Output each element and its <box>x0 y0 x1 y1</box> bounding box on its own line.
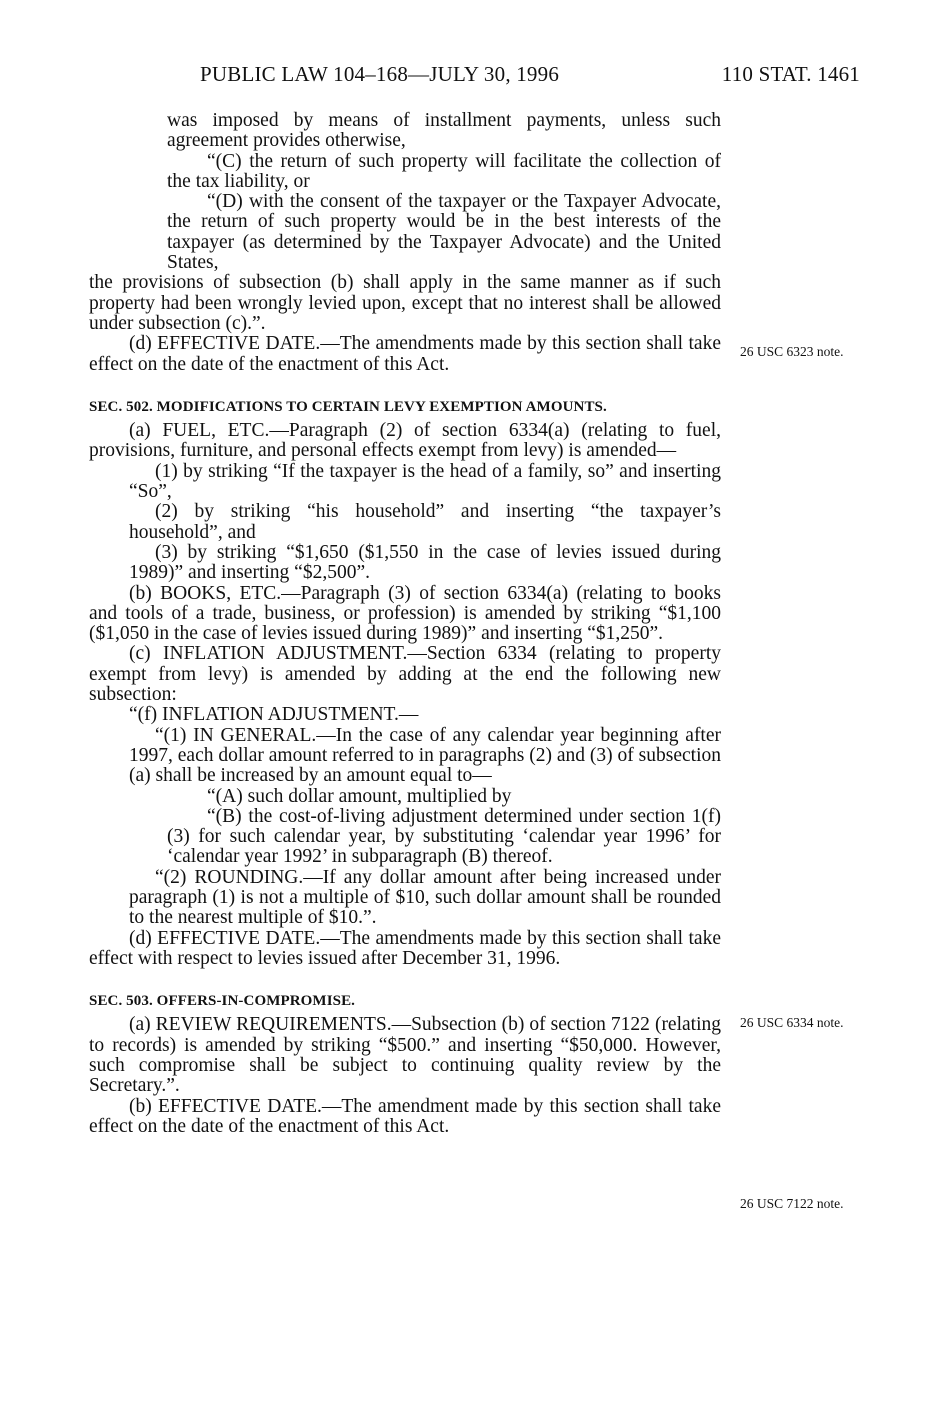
paragraph: (d) EFFECTIVE DATE.—The amendments made by this section shall take effect on the date of the enactment of this Act. <box>89 333 721 375</box>
paragraph: (1) by striking “If the taxpayer is the head of a family, so” and inserting “So”, <box>129 460 721 503</box>
margin-note: 26 USC 6334 note. <box>740 1015 844 1030</box>
paragraph: was imposed by means of installment payments, unless such agreement provides otherwise, <box>167 110 721 152</box>
header-title: PUBLIC LAW 104–168—JULY 30, 1996 <box>200 62 560 86</box>
paragraph: “(f) INFLATION ADJUSTMENT.— <box>129 704 419 726</box>
paragraph: “(C) the return of such property will facilitate the collection of the tax liability, or <box>167 150 721 192</box>
paragraph: “(B) the cost-of-living adjustment determined under section 1(f)(3) for such calendar year, by substituting ‘calendar year 1996’ for ‘calendar year 1992’ in subparagraph (B) thereof. <box>167 805 721 868</box>
paragraph: the provisions of subsection (b) shall apply in the same manner as if such property had been wrongly levied upon, except that no interest shall be allowed under subsection (c).”. <box>89 272 721 334</box>
paragraph: (c) INFLATION ADJUSTMENT.—Section 6334 (relating to property exempt from levy) is amended by adding at the end the following new subsection: <box>89 643 721 706</box>
paragraph: (b) EFFECTIVE DATE.—The amendment made by this section shall take effect on the date of the enactment of this Act. <box>89 1095 721 1137</box>
paragraph: (b) BOOKS, ETC.—Paragraph (3) of section 6334(a) (relating to books and tools of a trade, business, or profession) is amended by striking “$1,100 ($1,050 in the case of levies issued during 1989)” and inserting “$1,250”. <box>89 582 721 645</box>
paragraph: (3) by striking “$1,650 ($1,550 in the case of levies issued during 1989)” and inserting “$2,500”. <box>129 541 721 584</box>
paragraph: “(1) IN GENERAL.—In the case of any calendar year beginning after 1997, each dollar amount referred to in paragraphs (2) and (3) of subsection (a) shall be increased by an amount equal to— <box>129 724 721 787</box>
margin-note: 26 USC 7122 note. <box>740 1196 844 1211</box>
paragraph: (a) FUEL, ETC.—Paragraph (2) of section 6334(a) (relating to fuel, provisions, furniture, and personal effects exempt from levy) is amended— <box>89 420 721 462</box>
paragraph: (2) by striking “his household” and inserting “the taxpayer’s household”, and <box>129 501 721 543</box>
margin-note: 26 USC 6323 note. <box>740 344 844 359</box>
header-stat: 110 STAT. 1461 <box>721 62 860 86</box>
body-text <box>89 111 721 1137</box>
section-heading: SEC. 502. MODIFICATIONS TO CERTAIN LEVY EXEMPTION AMOUNTS. <box>89 398 607 415</box>
paragraph: (a) REVIEW REQUIREMENTS.—Subsection (b) of section 7122 (relating to records) is amended by striking “$500.” and inserting “$50,000. However, such compromise shall be subject to continuing quality review by the Secretary.”. <box>89 1014 721 1097</box>
paragraph: “(A) such dollar amount, multiplied by <box>207 785 512 807</box>
paragraph: “(D) with the consent of the taxpayer or the Taxpayer Advocate, the return of such property would be in the best interests of the taxpayer (as determined by the Taxpayer Advocate) and the United States, <box>167 191 721 274</box>
paragraph: (d) EFFECTIVE DATE.—The amendments made by this section shall take effect with respect to levies issued after December 31, 1996. <box>89 927 721 969</box>
paragraph: “(2) ROUNDING.—If any dollar amount after being increased under paragraph (1) is not a multiple of $10, such dollar amount shall be rounded to the nearest multiple of $10.”. <box>129 866 721 929</box>
section-heading: SEC. 503. OFFERS-IN-COMPROMISE. <box>89 993 356 1010</box>
